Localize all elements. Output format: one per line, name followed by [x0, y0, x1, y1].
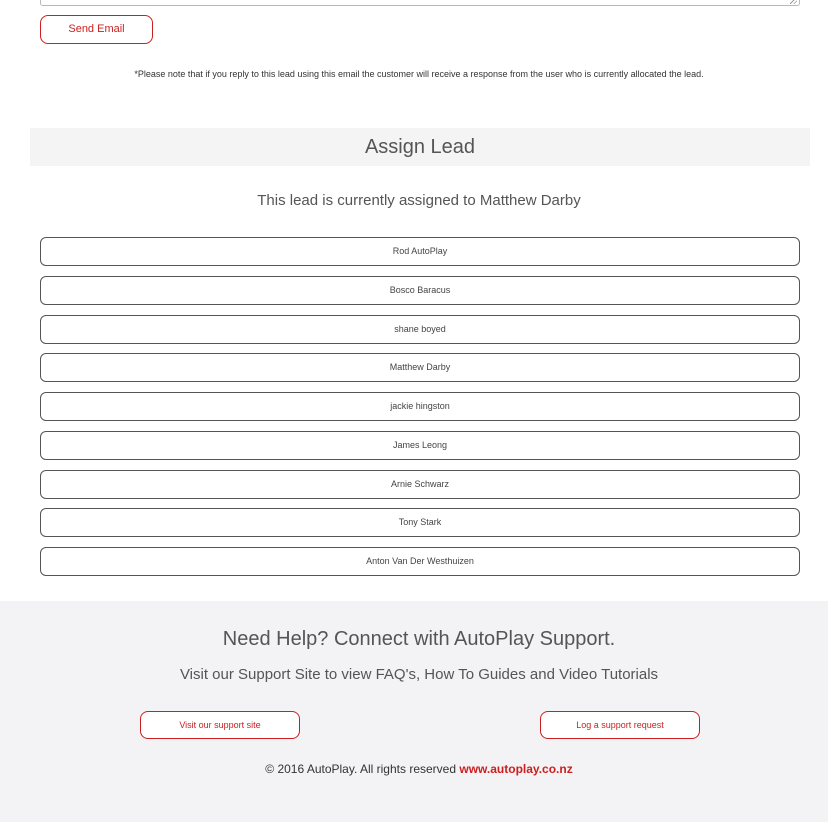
email-body-textarea[interactable]: [40, 0, 800, 6]
send-email-button[interactable]: Send Email: [40, 15, 153, 44]
assign-user-button[interactable]: Matthew Darby: [40, 353, 800, 382]
assign-user-button[interactable]: Tony Stark: [40, 508, 800, 537]
assign-user-list: [40, 237, 800, 586]
log-support-request-button[interactable]: Log a support request: [540, 711, 700, 739]
copyright-text: © 2016 AutoPlay. All rights reserved: [265, 762, 457, 776]
visit-support-site-button[interactable]: Visit our support site: [140, 711, 300, 739]
assign-user-button[interactable]: Bosco Baracus: [40, 276, 800, 305]
assign-user-button[interactable]: Anton Van Der Westhuizen: [40, 547, 800, 576]
copyright: [0, 762, 828, 776]
assign-lead-heading: Assign Lead: [30, 128, 810, 166]
assign-user-button[interactable]: Rod AutoPlay: [40, 237, 800, 266]
footer-subtitle: Visit our Support Site to view FAQ's, How To Guides and Video Tutorials: [179, 666, 659, 683]
assign-user-button[interactable]: James Leong: [40, 431, 800, 460]
reply-note: *Please note that if you reply to this lead using this email the customer will receive a response from the user who is currently allocated the lead.: [134, 69, 704, 79]
assign-user-button[interactable]: jackie hingston: [40, 392, 800, 421]
assign-user-button[interactable]: shane boyed: [40, 315, 800, 344]
support-footer: [0, 601, 828, 822]
footer-title: Need Help? Connect with AutoPlay Support.: [222, 628, 616, 650]
autoplay-site-link[interactable]: www.autoplay.co.nz: [459, 762, 573, 776]
current-assignment-text: This lead is currently assigned to Matthew Darby: [257, 192, 581, 209]
resize-handle-icon[interactable]: [790, 0, 797, 4]
assign-user-button[interactable]: Arnie Schwarz: [40, 470, 800, 499]
